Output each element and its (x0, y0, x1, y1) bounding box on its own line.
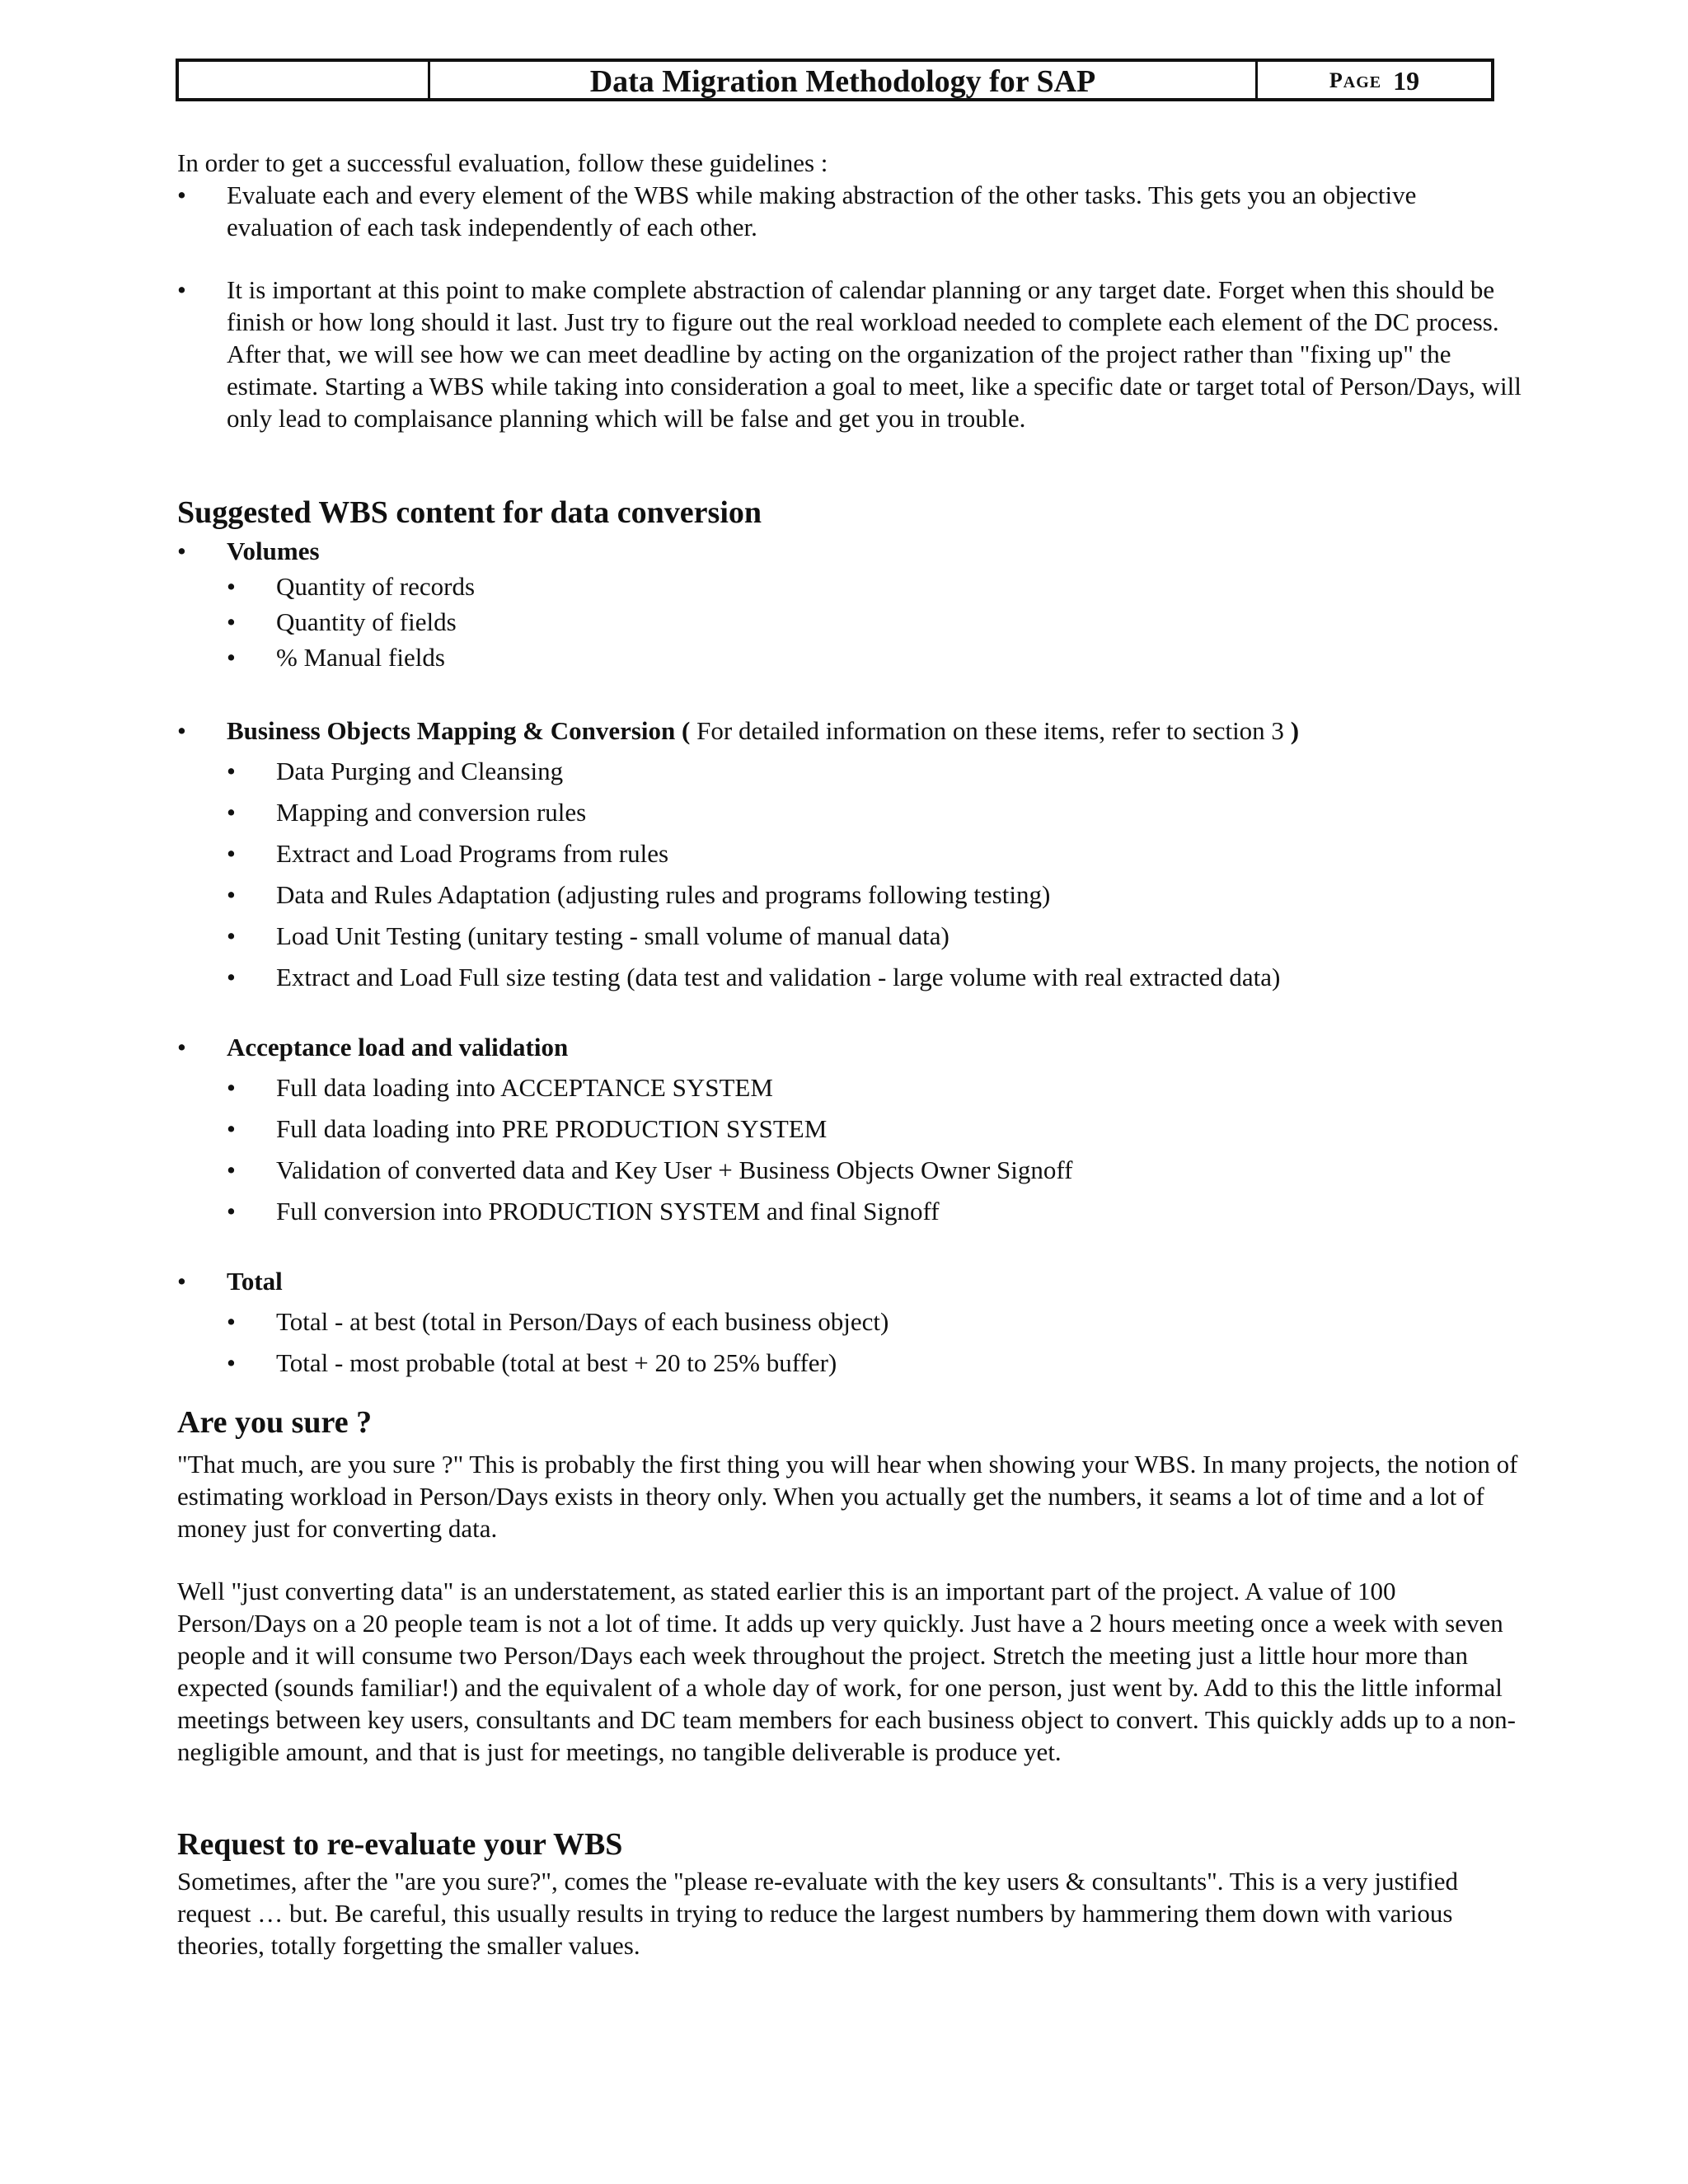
bullet-marker: • (227, 839, 236, 868)
intro-bullet (177, 274, 1529, 434)
list-item (177, 606, 1529, 638)
intro-lead: In order to get a successful evaluation, follow these guidelines : (177, 148, 828, 177)
bullet-marker: • (227, 963, 236, 991)
wbs-group-total (177, 1265, 1529, 1297)
bullet-marker: • (227, 798, 236, 827)
bullet-marker: • (227, 572, 236, 601)
bullet-marker: • (227, 1348, 236, 1377)
bullet-marker: • (227, 880, 236, 909)
document-title: Data Migration Methodology for SAP (430, 62, 1258, 98)
list-item (177, 755, 1529, 787)
page-label-rest: AGE (1343, 73, 1382, 91)
wbs-group-title: Volumes (227, 537, 320, 565)
list-item-text: Quantity of records (276, 572, 476, 601)
page-label: PAGE (1329, 68, 1382, 92)
bullet-marker: • (227, 921, 236, 950)
bullet-marker: • (227, 1307, 236, 1336)
note-open-paren: ( (682, 716, 691, 745)
list-item (177, 796, 1529, 828)
list-item (177, 920, 1529, 952)
list-item-text: Total - at best (total in Person/Days of each business object) (276, 1307, 889, 1336)
bullet-marker: • (177, 1033, 186, 1062)
are-you-sure-paragraph: "That much, are you sure ?" This is probably the first thing you will hear when showing your WBS. In many projects, the notion of estimating workload in Person/Days exists in theory only. When you actually get the numbers, it seams a lot of time and a lot of money just for converting data. (177, 1450, 1518, 1543)
list-item-text: Validation of converted data and Key User + Business Objects Owner Signoff (276, 1155, 1073, 1184)
re-evaluate-paragraph: Sometimes, after the "are you sure?", comes the "please re-evaluate with the key users & consultants". This is a very justified request … but. Be careful, this usually results in trying to reduce the largest numbers by hammering them down with various theories, totally forgetting the smaller values. (177, 1867, 1458, 1960)
are-you-sure-heading: Are you sure ? (177, 1405, 373, 1440)
list-item (177, 1113, 1529, 1145)
wbs-group-items (177, 1071, 1529, 1227)
re-evaluate-heading: Request to re-evaluate your WBS (177, 1827, 623, 1862)
list-item (177, 641, 1529, 673)
bullet-marker: • (177, 1267, 186, 1296)
list-item-text: Data and Rules Adaptation (adjusting rules and programs following testing) (276, 880, 1051, 909)
list-item (177, 837, 1529, 869)
header-empty-cell (179, 62, 430, 98)
wbs-group-title: Business Objects Mapping & Conversion (227, 716, 676, 745)
bullet-marker: • (227, 1114, 236, 1143)
list-item-text: % Manual fields (276, 643, 445, 672)
bullet-marker: • (177, 716, 186, 745)
wbs-group-heading (227, 715, 1529, 747)
list-item-text: Total - most probable (total at best + 20 to 25% buffer) (276, 1348, 837, 1377)
bullet-marker: • (227, 643, 236, 672)
page-number-cell (1258, 62, 1491, 98)
intro-bullet (177, 179, 1529, 243)
page-header-table (176, 59, 1494, 101)
note-close-paren: ) (1290, 716, 1300, 745)
list-item-text: Full data loading into PRE PRODUCTION SYSTEM (276, 1114, 828, 1143)
list-item-text: Quantity of fields (276, 607, 457, 636)
wbs-group-mapping (177, 715, 1529, 747)
page-number: 19 (1393, 65, 1420, 96)
bullet-marker: • (227, 1197, 236, 1226)
list-item-text: Full data loading into ACCEPTANCE SYSTEM (276, 1073, 773, 1102)
list-item-text: Extract and Load Programs from rules (276, 839, 669, 868)
document-body (177, 147, 1529, 1961)
list-item (177, 1305, 1529, 1338)
wbs-group-items (177, 570, 1529, 673)
wbs-group-title: Total (227, 1267, 283, 1296)
bullet-marker: • (177, 275, 186, 304)
list-item-text: Data Purging and Cleansing (276, 757, 564, 785)
bullet-marker: • (177, 180, 186, 209)
list-item (177, 1347, 1529, 1379)
wbs-group-volumes (177, 535, 1529, 567)
wbs-group-items (177, 1305, 1529, 1379)
wbs-group-items (177, 755, 1529, 993)
wbs-group-note: For detailed information on these items, refer to section 3 (696, 716, 1284, 745)
bullet-marker: • (227, 757, 236, 785)
list-item (177, 1154, 1529, 1186)
bullet-marker: • (177, 537, 186, 565)
list-item (177, 879, 1529, 911)
list-item (177, 1071, 1529, 1104)
intro-bullet-text: Evaluate each and every element of the WBS while making abstraction of the other tasks. This gets you an objective evaluation of each task independently of each other. (227, 180, 1417, 241)
bullet-marker: • (227, 1155, 236, 1184)
list-item-text: Full conversion into PRODUCTION SYSTEM and final Signoff (276, 1197, 940, 1226)
bullet-marker: • (227, 607, 236, 636)
list-item (177, 570, 1529, 602)
wbs-group-title: Acceptance load and validation (227, 1033, 569, 1062)
list-item (177, 961, 1529, 993)
intro-bullet-text: It is important at this point to make complete abstraction of calendar planning or any target date. Forget when this should be finish or how long should it last. Just try to figure out the real workload needed to complete each element of the DC process. After that, we will see how we can meet deadline by acting on the organization of the project rather than "fixing up" the estimate. Starting a WBS while taking into consideration a goal to meet, like a specific date or target total of Person/Days, will only lead to complaisance planning which will be false and get you in trouble. (227, 275, 1522, 433)
list-item-text: Mapping and conversion rules (276, 798, 587, 827)
list-item-text: Extract and Load Full size testing (data test and validation - large volume with real extracted data) (276, 963, 1281, 991)
bullet-marker: • (227, 1073, 236, 1102)
wbs-heading: Suggested WBS content for data conversion (177, 495, 762, 530)
list-item (177, 1195, 1529, 1227)
wbs-group-acceptance (177, 1031, 1529, 1063)
are-you-sure-paragraph: Well "just converting data" is an understatement, as stated earlier this is an important part of the project. A value of 100 Person/Days on a 20 people team is not a lot of time. It adds up very quickly. Just have a 2 hours meeting once a week with seven people and it will consume two Person/Days each week throughout the project. Stretch the meeting just a little hour more than expected (sounds familiar!) and the equivalent of a whole day of work, for one person, just went by. Add to this the little informal meetings between key users, consultants and DC team members for each business object to convert. This quickly adds up to a non-negligible amount, and that is just for meetings, no tangible deliverable is produce yet. (177, 1577, 1516, 1766)
list-item-text: Load Unit Testing (unitary testing - small volume of manual data) (276, 921, 950, 950)
